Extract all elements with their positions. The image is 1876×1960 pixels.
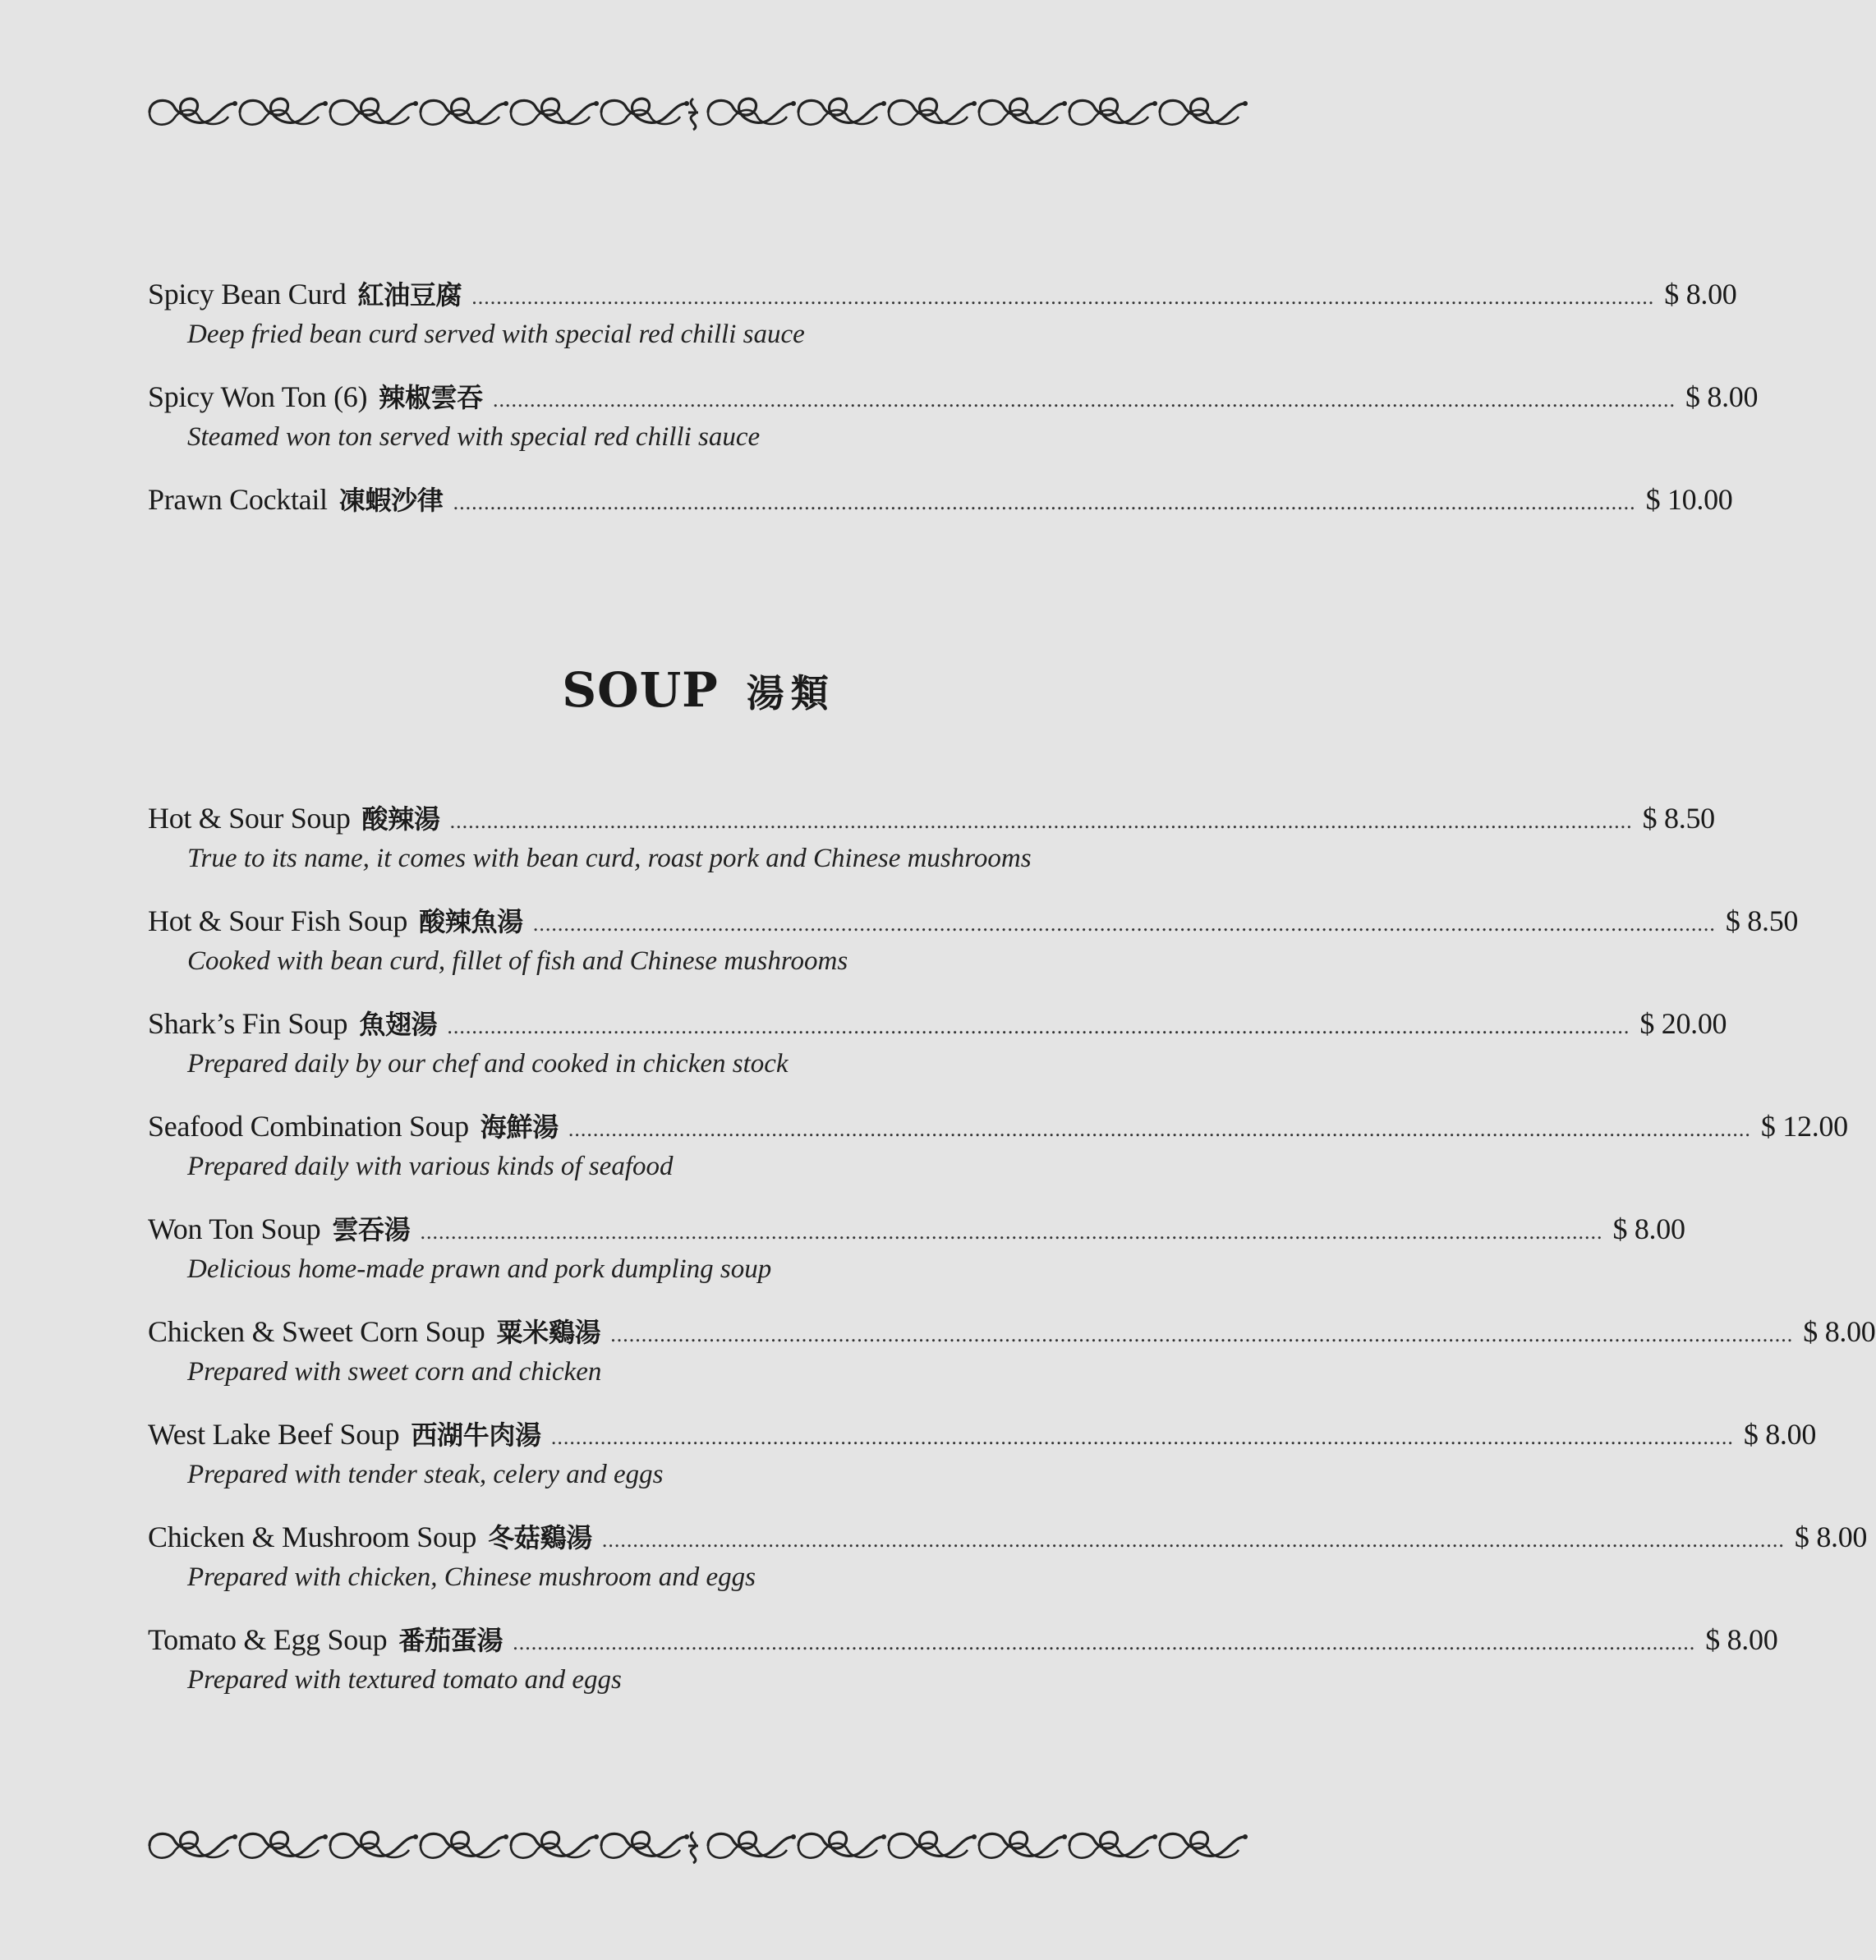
item-name: Hot & Sour Soup [148, 802, 351, 835]
menu-item [148, 1208, 1685, 1310]
heading-english: SOUP [562, 662, 719, 718]
item-price: $ 10.00 [1645, 483, 1733, 516]
item-name: West Lake Beef Soup [148, 1418, 400, 1451]
heading-chinese: 湯類 [746, 671, 835, 715]
dot-leader: ................................................................................................................................................................................................ [449, 809, 1633, 833]
item-name: Seafood Combination Soup [148, 1110, 469, 1143]
dot-leader: ................................................................................................................................................................................................ [550, 1425, 1734, 1449]
item-chinese-name: 雲吞湯 [332, 1214, 411, 1245]
soup-list [148, 797, 1876, 1721]
dot-leader: ................................................................................................................................................................................................ [610, 1323, 1794, 1346]
item-price: $ 8.00 [1794, 1521, 1868, 1553]
item-chinese-name: 魚翅湯 [359, 1009, 438, 1040]
dot-leader: ................................................................................................................................................................................................ [420, 1220, 1603, 1244]
item-description: Prepared with sweet corn and chicken [187, 1357, 602, 1387]
item-description: Prepared with textured tomato and eggs [187, 1665, 622, 1695]
appetizer-list [148, 273, 1759, 581]
dot-leader: ................................................................................................................................................................................................ [471, 285, 1655, 309]
item-name: Won Ton Soup [148, 1212, 321, 1245]
menu-item [148, 273, 1737, 375]
item-name: Prawn Cocktail [148, 483, 328, 516]
item-description: Deep fried bean curd served with special red chilli sauce [187, 320, 805, 349]
item-description: Prepared daily by our chef and cooked in chicken stock [187, 1049, 789, 1079]
item-chinese-name: 冬菇鷄湯 [488, 1522, 592, 1553]
section-heading-soup [0, 657, 1397, 723]
item-price: $ 8.00 [1612, 1212, 1685, 1245]
item-name: Hot & Sour Fish Soup [148, 904, 408, 937]
dot-leader: ................................................................................................................................................................................................ [513, 1631, 1696, 1654]
dot-leader: ................................................................................................................................................................................................ [568, 1117, 1751, 1141]
item-price: $ 8.50 [1642, 802, 1715, 835]
scroll-flourish-icon [146, 1825, 1250, 1866]
item-description: Steamed won ton served with special red chilli sauce [187, 422, 761, 452]
item-price: $ 8.00 [1664, 278, 1737, 311]
item-name: Spicy Bean Curd [148, 278, 347, 311]
item-chinese-name: 酸辣魚湯 [419, 906, 523, 937]
item-chinese-name: 西湖牛肉湯 [411, 1419, 541, 1451]
item-description: Prepared with tender steak, celery and eggs [187, 1460, 664, 1489]
item-price: $ 8.00 [1705, 1623, 1778, 1656]
menu-item [148, 1105, 1848, 1208]
item-name: Shark’s Fin Soup [148, 1007, 348, 1040]
item-chinese-name: 番茄蛋湯 [398, 1625, 503, 1656]
item-description: Cooked with bean curd, fillet of fish and Chinese mushrooms [187, 946, 848, 976]
top-ornamental-border [146, 92, 1250, 133]
item-price: $ 8.50 [1725, 904, 1799, 937]
menu-item [148, 1310, 1876, 1413]
menu-item [148, 1002, 1727, 1105]
item-description: Prepared daily with various kinds of seafood [187, 1152, 674, 1181]
dot-leader: ................................................................................................................................................................................................ [447, 1015, 1630, 1038]
menu-item [148, 375, 1759, 478]
dot-leader: ................................................................................................................................................................................................ [492, 388, 1676, 412]
menu-item [148, 1516, 1868, 1618]
item-price: $ 20.00 [1639, 1007, 1727, 1040]
item-chinese-name: 辣椒雲吞 [379, 382, 483, 413]
menu-item [148, 478, 1733, 581]
menu-item [148, 899, 1799, 1002]
bottom-ornamental-border [146, 1825, 1250, 1866]
item-name: Tomato & Egg Soup [148, 1623, 388, 1656]
menu-item [148, 1618, 1778, 1721]
dot-leader: ................................................................................................................................................................................................ [453, 490, 1636, 514]
item-name: Chicken & Mushroom Soup [148, 1521, 477, 1553]
item-name: Chicken & Sweet Corn Soup [148, 1315, 485, 1348]
item-price: $ 8.00 [1685, 380, 1759, 413]
item-description: True to its name, it comes with bean curd, roast pork and Chinese mushrooms [187, 844, 1032, 873]
dot-leader: ................................................................................................................................................................................................ [532, 912, 1716, 936]
item-description: Delicious home-made prawn and pork dumpling soup [187, 1254, 772, 1284]
scroll-flourish-icon [146, 92, 1250, 133]
menu-item [148, 797, 1715, 899]
item-name: Spicy Won Ton (6) [148, 380, 368, 413]
item-chinese-name: 粟米鷄湯 [496, 1317, 601, 1348]
dot-leader: ................................................................................................................................................................................................ [601, 1528, 1785, 1552]
item-chinese-name: 紅油豆腐 [357, 279, 462, 311]
item-description: Prepared with chicken, Chinese mushroom and eggs [187, 1562, 756, 1592]
menu-item [148, 1413, 1817, 1516]
item-price: $ 8.00 [1743, 1418, 1817, 1451]
item-price: $ 8.00 [1803, 1315, 1876, 1348]
item-chinese-name: 酸辣湯 [361, 803, 440, 835]
item-chinese-name: 凍蝦沙律 [338, 485, 444, 516]
item-chinese-name: 海鮮湯 [480, 1111, 559, 1143]
item-price: $ 12.00 [1760, 1110, 1848, 1143]
